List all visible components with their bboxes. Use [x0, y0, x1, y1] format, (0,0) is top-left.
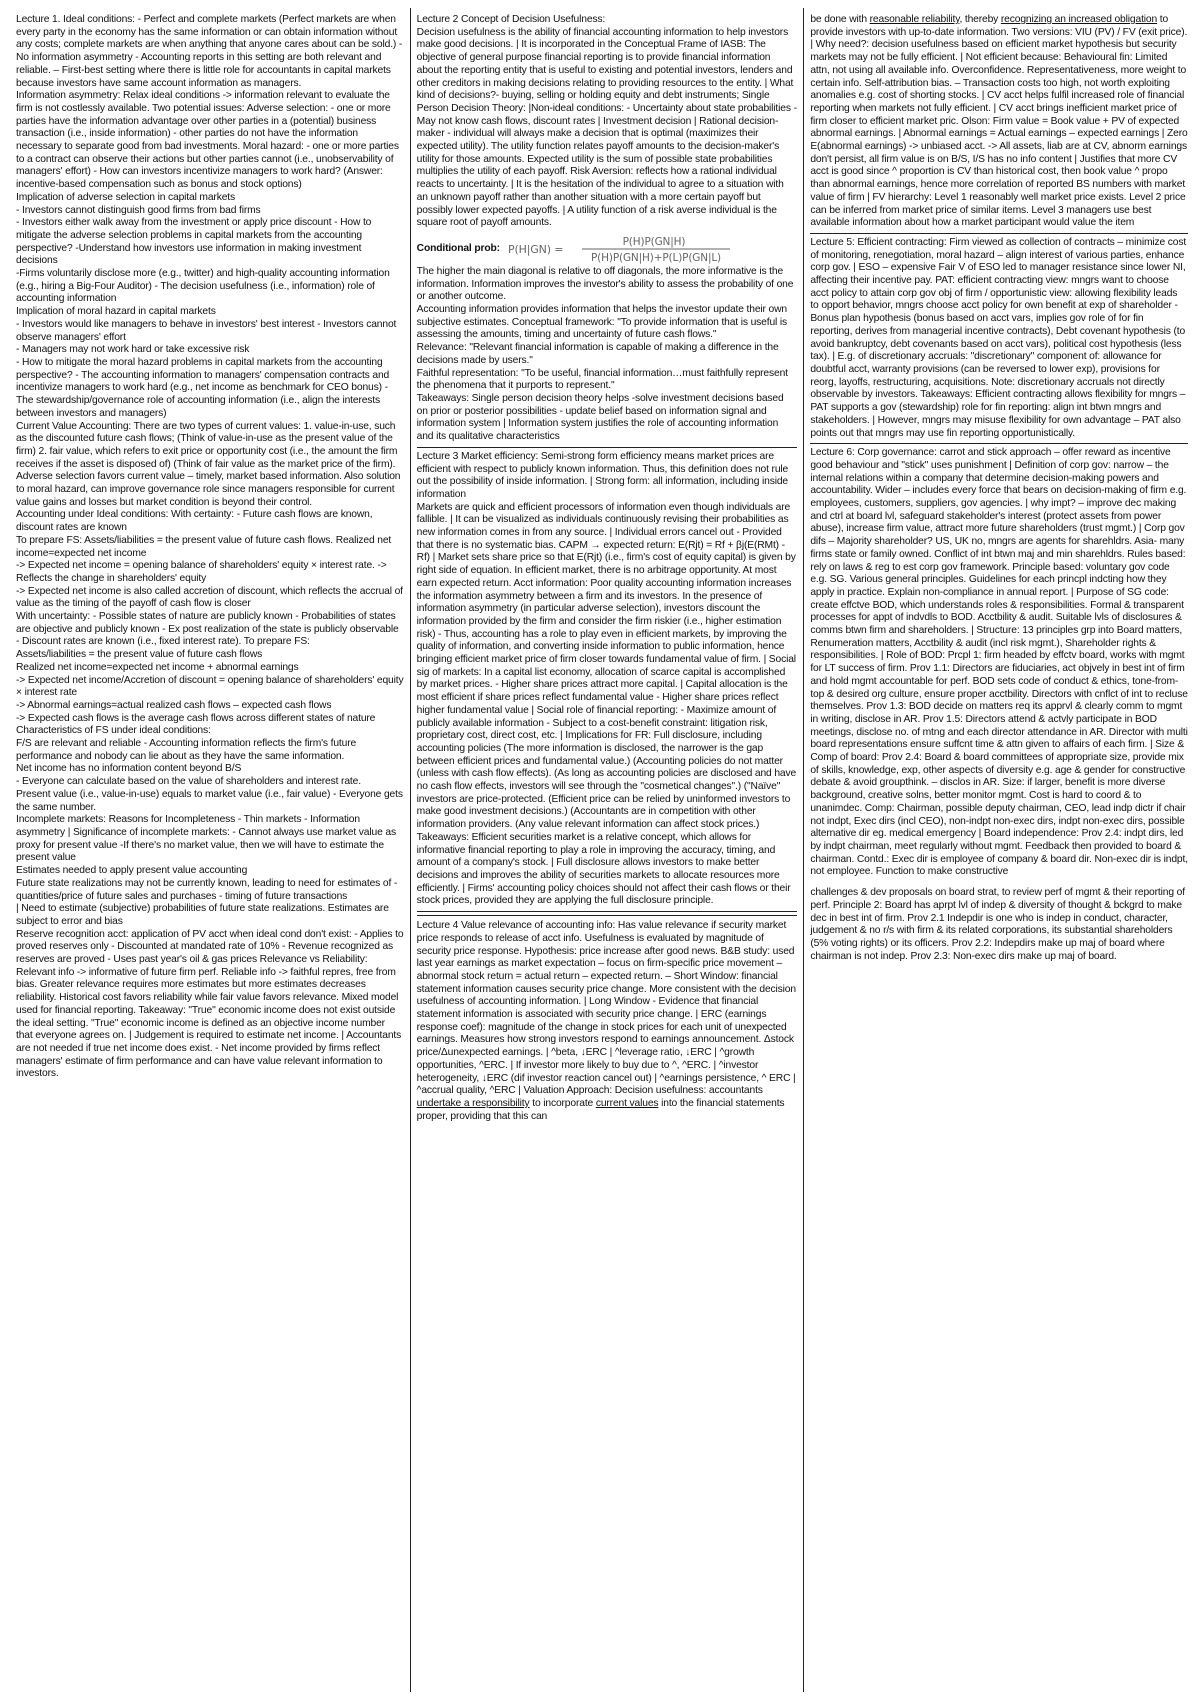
lecture-4-section [417, 915, 798, 1126]
conditional-probability-formula [417, 234, 798, 264]
bayes-formula-graphic [506, 234, 736, 264]
lecture-4-continued-text [810, 14, 1188, 230]
lecture-4-text [417, 920, 798, 1123]
cont-underline-1: reasonable reliability [869, 14, 960, 25]
lecture-3-section [417, 451, 798, 912]
formula-label: Conditional prob: [416, 242, 500, 254]
formula-lhs: P(H|GN) = [507, 242, 564, 256]
paragraph-gap [810, 879, 1188, 887]
column-2 [410, 8, 805, 1692]
lecture-5-text: Lecture 5: Efficient contracting: Firm viewed as collection of contracts – minimize cost of monitoring, renegotiation, moral hazard – align interest of various parties, enhance corp gov. | ESO – expensive Fair V of ESO led to manager resistance since lower NI, affecting their incentive pay. PAT: efficient contracting view: mngrs want to choose acct policy to attain corp gov obj of firm / opportunistic view: allowing flexibility leads to opport behavior, mngrs choose acct policy for own benefit at exp of shareholder - Bonus plan hypothesis (bonus based on acct vars, implies gov role of for fin reporting, derives from managerial incentive contracts), Debt covenant hypothesis (to avoid bankruptcy, debt covenants based on acct vars), political cost hypothesis (less tax). | E.g. of discretionary accruals: "discretionary" component of: allowance for doubtful acct, warranty provisions (can be reversed to lower exp), provisions for reorg, layoffs, restructuring, acquisitions. Note: discretionary accruals not directly observable by investors. Takeaways: Efficient contracting allows flexibility for mngrs – PAT supports a gov (stewardship) role for fin reporting: align int btwn mngrs and stakeholders. | However, mngrs may misuse flexibility for own advantage – PAT also points out that mngrs may use fin reporting opportunistically. [810, 236, 1187, 439]
lecture-1-text: Lecture 1. Ideal conditions: - Perfect and complete markets (Perfect markets are when every party in the economy has the same information or can obtain information without any costs; complete markets are when anything that anyone cares about can be sold.) - No information asymmetry - Accounting reports in this setting are both relevant and reliable. – First-best setting where there is little role for accountants in capital markets because investors have same account information as managers. Information asymmetry: Relax ideal conditions -> information relevant to evaluate the firm is not costlessly available. Two potential issues: Adverse selection: - one or more parties have the information advantage over other parties in a (potential) business transaction (i.e., inside information) - other parties do not have the information necessary to separate good from bad investments. Moral hazard: - one or more parties to a contract can observe their actions but other parties cannot (i.e., unobservability of managers' effort) - How can investors incentivize managers to work hard? (Answer: incentive-based compensation such as bonus and stock options) Implication of adverse selection in capital markets - Investors cannot distinguish good firms from bad firms - Investors either walk away from the investment or apply price discount - How to mitigate the adverse selection problems in capital markets from the accounting perspective? -Understand how investors use information in making investment decisions -Firms voluntarily disclose more (e.g., twitter) and high-quality accounting information (e.g., hiring a Big-Four Auditor) - The decision usefulness (i.e., information) role of accounting information Implication of moral hazard in capital markets - Investors would like managers to behave in investors' best interest - Investors cannot observe managers' effort - Managers may not work hard or take excessive risk - How to mitigate the moral hazard problems in capital markets from the accounting perspective? - The accounting information to managers' compensation contracts and incentivize managers to work hard (e.g., net income as benchmark for CEO bonus) -The stewardship/governance role of accounting information (i.e., align the interests between investors and managers) Current Value Accounting: There are two types of current values: 1. value-in-use, such as the discounted future cash flows; (Think of value-in-use as the present value of the firm) 2. fair value, which refers to exit price or opportunity cost (i.e., the amount the firm receives if the asset is disposed of) (Think of fair value as the market price of the firm). Adverse selection favors current value – timely, market based information. Also solution to moral hazard, can improve governance role since managers responsible for current value gains and losses but market condition is beyond their control. Accounting under Ideal conditions: With certainty: - Future cash flows are known, discount rates are known To prepare FS: Assets/liabilities = the present value of future cash flows. Realized net income=expected net income -> Expected net income = opening balance of shareholders' equity × interest rate. -> Reflects the change in shareholders' equity -> Expected net income is also called accretion of discount, which reflects the accrual of value as the timing of the payoff of cash flow is closer With uncertainty: - Possible states of nature are publicly known - Probabilities of states are objective and publicly known - Ex post realization of the state is publicly observable - Discount rates are known (i.e., fixed interest rate). To prepare FS: Assets/liabilities = the present value of future cash flows Realized net income=expected net income + abnormal earnings -> Expected net income/Accretion of discount = opening balance of shareholders' equity × interest rate -> Abnormal earnings=actual realized cash flows – expected cash flows -> Expected cash flows is the average cash flows across different states of nature Characteristics of FS under ideal conditions: F/S are relevant and reliable - Accounting information reflects the firm's future performance and nobody can lie about as they have the same information. Net income has no information content beyond B/S - Everyone can calculate based on the value of shareholders and interest rate. Present value (i.e., value-in-use) equals to market value (i.e., fair value) - Everyone gets the same number. Incomplete markets: Reasons for Incompleteness - Thin markets - Information asymmetry | Significance of incomplete markets: - Cannot always use market value as proxy for present value -If there's no market value, then we will have to estimate the present value Estimates needed to apply present value accounting Future state realizations may not be currently known, leading to need for estimates of - quantities/price of future sales and purchases - timing of future transactions | Need to estimate (subjective) probabilities of future state realizations. Estimates are subject to error and bias Reserve recognition acct: application of PV acct when ideal cond don't exist: - Applies to proved reserves only - Discounted at mandated rate of 10% - Revenue recognized as reserves are proved - Uses past year's oil & gas prices Relevance vs Reliability: Relevant info -> informative of future firm perf. Reliable info -> faithful repres, free from bias. Greater relevance requires more estimates but more estimates decreases reliability. Historical cost favors reliability while fair value favors relevance. Mixed model used for financial reporting. Takeaway: "True" economic income does not exist outside the ideal setting. "True" economic income is defined as an objective income number that everyone agrees on. | Judgement is required to estimate net income. | Accountants are not needed if true net income does exist. - Net income provided by firms reflect managers' estimate of firm performance and can have value relevant information to investors. [16, 14, 404, 1080]
lecture-6-section [810, 447, 1188, 966]
cont-text-c: to provide investors with up-to-date information. Two versions: VIU (PV) / FV (exit price). | Why need?: decision usefulness based on efficient market hypothesis but security markets may not be fully efficient. | Not efficient because: Behavioural fin: Limited attn, not using all available info. Overconfidence. Representativeness, more weight to certain info. Self-attribution bias. – Transaction costs too high, not worth exploiting anomalies e.g. cost of shorting stocks. | CV acct helps fulfil increased role of financial reporting when markets not fully efficient. | CV acct brings inefficient market price of firm closer to efficient market pric. Olson: Firm value = Book value + PV of expected abnormal earnings. | Abnormal earnings = Actual earnings – expected earnings | Zero E(abnormal earnings) -> unbiased acct. -> All assets, liab are at CV, abnorm earnings don't persist, all firm value is on B/S, I/S has no info content | Justifies that more CV acct is good since ^ proportion is CV than historical cost, then book value ^ propo than abnormal earnings, hence more correlation of reported BS numbers with market value of firm | FV hierarchy: Level 1 reasonably well market price exists. Level 2 price can be inferred from market price of similar items. Level 3 managers use best available information about how a market participant would value the item [810, 14, 1188, 229]
lecture-3-text: Lecture 3 Market efficiency: Semi-strong form efficiency means market prices are efficient with respect to publicly known information. Thus, this definition does not rule out the possibility of inside information. | Strong form: all information, including inside information Markets are quick and efficient processors of information even though individuals are fallible. | It can be visualized as individuals continuously revising their probabilities as new information comes in from any source. | Individual errors cancel out - Provided that there is no systematic bias. CAPM → expected return: E(Rjt) = Rf + βj(E(RMt) - Rf) | Market sets share price so that E(Rjt) (i.e., firm's cost of equity capital) is given by right side of equation. In efficient market, there is no arbitrage opportunity. At most earn expected return. Acct information: Poor quality accounting information increases the information asymmetry between a firm and its investors. In the presence of information asymmetry (in particular adverse selection), investors discount the information provided by the firm and consider the firm riskier (i.e., higher estimation risk) - Thus, accounting has a role to play even in efficient markets, by improving the quality of information, and converting inside information to public information, hence bringing efficient market price of firm closer towards fundamental value of firm. | Social sig of markets: In a capital list economy, allocation of scarce capital is accomplished by market prices. - Higher share prices attract more capital. | Capital allocation is the most efficient if share prices reflect fundamental value - Higher share prices reflect higher fundamental value | Social role of financial reporting: - Maximize amount of publicly available information - Subject to a cost-benefit constraint: litigation risk, proprietary cost, direct cost, etc. | Implications for FR: Full disclosure, including accounting policies (The more information is disclosed, the narrower is the gap between efficient prices and fundamental value.) (Accounting policies do not matter (unless with cash flow effects). (As long as accounting policies are disclosed and have no cash flow effects, investors will see through the "cosmetical changes".) ("Naïve" investors are price-protected. (Efficient price can be relied by uninformed investors to make good investment decisions.) (Accountants are in competition with other information providers. (Any value relevant information can affect stock prices.) Takeaways: Efficient securities market is a relative concept, which allows for informative financial reporting to play a role in improving the accuracy, timing, and amount of a company's stock. | Full disclosure allows investors to make better decisions and improves the ability of securities markets to allocate resources more efficiently. | Firms' accounting policy choices should not affect their cash flows or their stock prices, provided they are applying the full disclosure principle. [416, 450, 797, 907]
lecture-4-underline-2: current values [595, 1097, 659, 1109]
lecture-6-text-b: challenges & dev proposals on board strat, to review perf of mgmt & their reporting of perf. Principle 2: Board has aprpt lvl of indep & diversity of thought & bckgrd to make dec in best int of firm. Prov 2.1 Indepdir is one who is indep in conduct, character, judgement & no r/s with firm & its related corporations, its substantial shareholders (5% voting rights) or its officers. Prov 2.2: Indepdirs make up maj of board where chairman is not indep. Prov 2.3: Non-exec dirs make up maj of board. [810, 887, 1185, 962]
cont-text-a: be done with [810, 14, 870, 25]
formula-denominator: P(H)P(GN|H)+P(L)P(GN|L) [590, 251, 721, 264]
lecture-5-section [810, 237, 1188, 444]
lecture-4-text-a: Lecture 4 Value relevance of accounting info: Has value relevance if security market price responds to release of acct info. Usefulness is evaluated by magnitude of security price response. Hypothesis: price increase after good news. B&B study: used last year earnings as market expectation – focus on firm-specific price movement – abnormal stock return = actual return – expected return. – Short Window: financial statement information causes security price change. More consistent with the decision usefulness of accounting information. | Long Window - Evidence that financial statement information is associated with security price change. | ERC (earnings response coef): magnitude of the change in stock prices for each unit of unexpected earnings. Measures how strong investors respond to earnings announcement. Δstock price/Δunexpected earnings. | ^beta, ↓ERC | ^leverage ratio, ↓ERC | ^growth opportunities, ^ERC. | If investor more likely to buy due to ^, ^ERC. | ^investor heterogeneity, ↓ERC (dif investor reaction cancel out) | ^earnings persistence, ^ ERC | ^accrual quality, ^ERC | Valuation Approach: Decision usefulness: accountants [416, 920, 796, 1097]
lecture-4-text-b: to incorporate [529, 1097, 596, 1109]
lecture-2-text-b: The higher the main diagonal is relative to off diagonals, the more informative is the information. Information improves the investor's ability to assess the probability of one or another outcome. Accounting information provides information that helps the investor update their own subjective estimates. Conceptual framework: "To provide information that is useful is assessing the amounts, timing and uncertainty of future cash flows." Relevance: "Relevant financial information is capable of making a difference in the decisions made by users." Faithful representation: "To be useful, financial information…must faithfully represent the phenomena that it purports to represent." Takeaways: Single person decision theory helps -solve investment decisions based on prior or posterior possibilities - update belief based on information signal and information system | Information system justifies the role of accounting information and its qualitative characteristics [416, 265, 794, 443]
three-column-layout [10, 8, 1194, 1692]
cont-text-b: , thereby [959, 14, 1001, 25]
lecture-4-text-c: into the financial statements proper, providing that this can [416, 1097, 785, 1122]
formula-numerator: P(H)P(GN|H) [622, 235, 686, 248]
lecture-6-text-a: Lecture 6: Corp governance: carrot and stick approach – offer reward as incentive good behaviour and "stick" uses punishment | Definition of corp gov: narrow – the internal relations within a company that determine decision-making powers and accountability. Wider – includes every force that bears on decision-making of firm e.g. employees, customers, suppliers, gov agencies. | why impt? – improve dec making and ctrl at board lvl, safeguard stakeholder's interest (protect assets from power abuse), increase firm value, attract more future shareholders (trust mgmt.) | Corp gov difs – Majority shareholder? US, UK no, mngrs are agents for sharehldrs. Asia- many firms state or family owned. Conflict of int btwn maj and min sharehldrs. Rules based: rely on laws & reg to est corp gov framework. Principle based: voluntary gov code e.g. SG. Various general principles. Guidelines for each princpl indcting how they apply in practice. Explain non-compliance in annual report. | Purpose of SG code: create effctve BOD, which understands roles & responsibilities. Formal & transparent processes for appt of indvdls to BOD. Acctbility & audit. Suitable lvls of disclosures & comms btwn firm and shareholders. | Structure: 13 principles grp into Board matters, Renumeration matters, Acctbility & audit (incl risk mgmt.), Shareholder rights & responsibilities. | Role of BOD: Prcpl 1: firm headed by effctv board, works with mgmt for LT success of firm. Prov 1.1: Directors are fiduciaries, act objvely in best int of firm and hold mgmt accountable for perf. BOD sets code of conduct & ethics, tone-from-top & desired org culture, ensure proper acctbility. Directors with cnflct of int to recluse themselves. Prov 1.3: BOD decide on matters req its apprvl & clearly comm to mgmt in writing, disclose in AR. Prov 1.5: Directors attend & actvly participate in BOD meetings, disclose no. of mtng and each director attendance in AR. Director with multi board representations ensure suffcnt time & attn given to affairs of each firm. | Size & Comp of board: Prov 2.4: Board & board committees of appropriate size, provide mix of skills, knowledge, exp, other aspects of diversity e.g. age & gender for constructive debate & avoid groupthink. – disclos in AR. Size: if larger, benefit is more diverse background, creative solns, better monitor mgmt. Cost is hard to coord & to unanimdec. Comp: Chairman, possible deputy chairman, CEO, lead indp dictr if chair not indpt, Exec dirs (incl CEO), non-indpt non-exec dirs, indpt non-exec dirs, possible alternative dir eg. medical emergency | Board independence: Prov 2.4: indpt dirs, led by indpt chairman, meet regularly without mgmt. Feedback then provided to board & chairman. Contd.: Exec dir is employee of company & board dir. Non-exec dir is indpt, not employee. Function to make constructive [810, 447, 1188, 878]
lecture-2-section [417, 14, 798, 448]
cont-underline-2: recognizing an increased obligation [1000, 14, 1158, 25]
column-3 [804, 8, 1194, 1692]
lecture-2-text-a: Lecture 2 Concept of Decision Usefulness: Decision usefulness is the ability of financial accounting information to help investors make good decisions. | It is incorporated in the Conceptual Frame of IASB: The objective of general purpose financial reporting is to provide financial information about the reporting entity that is useful to existing and potential investors, lenders and other creditors in making decisions relating to providing resources to the entity. | What kind of decisions?- buying, selling or holding equity and debt instruments; Single Person Decision Theory: |Non-ideal conditions: - Uncertainty about state probabilities - May not know cash flows, discount rates | Investment decision | Rational decision-maker - individual will always make a decision that is optimal (maximizes their expected utility). The utility function relates payoff amounts to the decision-maker's utility for those amounts. Expected utility is the sum of possible state probabilities multiplies the utility of each payoff. Risk Aversion: reflects how a rational individual reacts to uncertainty. | It is the hesitation of the individual to agree to a situation with an unknown payoff rather than another situation with a more certain payoff but possibly lower expected payoffs. | A utility function of a risk averse individual is the square root of payoff amounts. [416, 14, 797, 229]
lecture-4-continued-section [810, 14, 1188, 234]
lecture-4-underline-1: undertake a responsibility [416, 1097, 530, 1109]
column-1 [10, 8, 410, 1692]
lecture-1-section [16, 14, 404, 1081]
